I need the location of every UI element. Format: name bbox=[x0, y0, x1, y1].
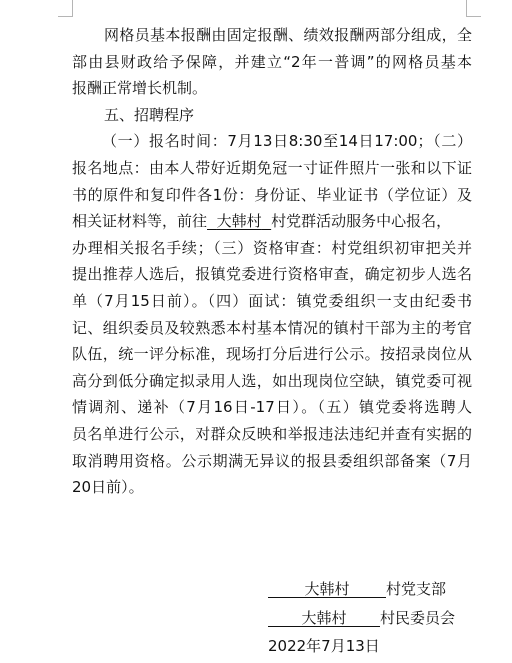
signature-org-committee: 村民委员会 bbox=[380, 609, 456, 627]
text-line: 报名地点：由本人带好近期免冠一寸证件照片一张和以下证 bbox=[72, 158, 472, 177]
text-line: 记、组织委员及较熟悉本村基本情况的镇村干部为主的考官 bbox=[72, 318, 472, 337]
text-fragment: 村党群活动服务中心报名， bbox=[271, 212, 452, 231]
page-corner-mark-top-right bbox=[466, 0, 481, 17]
text-line: 单（7月15日前）。（四）面试：镇党委组织一支由纪委书 bbox=[72, 291, 472, 310]
text-line: 网格员基本报酬由固定报酬、绩效报酬两部分组成，全 bbox=[104, 26, 472, 44]
text-line: 书的原件和复印件各1份：身份证、毕业证书（学位证）及 bbox=[72, 185, 472, 204]
text-line: 取消聘用资格。公示期满无异议的报县委组织部备案（7月 bbox=[72, 451, 472, 470]
text-line: 部由县财政给予保障，并建立“2年一普调”的网格员基本 bbox=[72, 52, 472, 71]
signature-village: 大韩村 bbox=[268, 579, 386, 598]
text-line: 20日前）。 bbox=[72, 478, 144, 497]
signature-date: 2022年7月13日 bbox=[268, 637, 380, 655]
village-name-underlined bbox=[207, 212, 271, 230]
text-line: 提出推荐人选后，报镇党委进行资格审查，确定初步人选名 bbox=[72, 265, 472, 284]
text-line: 高分到低分确定拟录用人选，如出现岗位空缺，镇党委可视 bbox=[72, 371, 472, 390]
text-line: 办理相关报名手续；（三）资格审查：村党组织初审把关并 bbox=[72, 238, 472, 257]
text-fragment: 相关证材料等，前往 bbox=[72, 212, 208, 231]
signature-village: 大韩村 bbox=[268, 608, 380, 627]
page-corner-mark-top-left bbox=[58, 0, 73, 17]
text-line: （一）报名时间：7月13日8:30至14日17:00；（二） bbox=[102, 132, 472, 151]
body-text bbox=[72, 22, 472, 501]
text-line bbox=[72, 208, 472, 235]
signature-org-branch: 村党支部 bbox=[386, 580, 447, 598]
text-line: 队伍，统一评分标准，现场打分后进行公示。按招录岗位从 bbox=[72, 345, 472, 364]
signature-villagers-committee bbox=[268, 608, 455, 628]
text-line: 报酬正常增长机制。 bbox=[72, 79, 208, 98]
village-name: 大韩村 bbox=[216, 212, 262, 231]
text-line: 情调剂、递补（7月16日-17日）。（五）镇党委将选聘人 bbox=[72, 398, 472, 417]
text-line: 员名单进行公示，对群众反映和举报违法违纪并查有实据的 bbox=[72, 424, 472, 443]
section-heading: 五、招聘程序 bbox=[104, 105, 195, 124]
signature-party-branch bbox=[268, 579, 446, 599]
